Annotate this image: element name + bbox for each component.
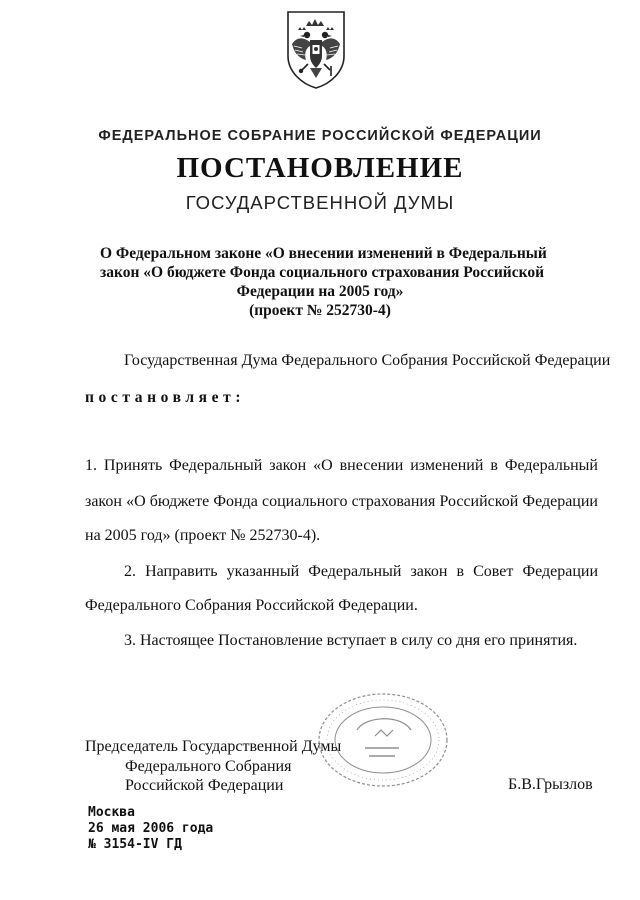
assembly-heading: ФЕДЕРАЛЬНОЕ СОБРАНИЕ РОССИЙСКОЙ ФЕДЕРАЦИИ [98, 128, 542, 144]
body-paragraph-line: закон «О бюджете Фонда социального страхования Российской Федерации [85, 493, 598, 510]
document-subject [100, 244, 547, 320]
signatory-title-line: Председатель Государственной Думы [85, 738, 342, 755]
document-type-title: ПОСТАНОВЛЕНИЕ [176, 152, 464, 184]
footer-number: № 3154-IV ГД [88, 837, 182, 852]
footer-city: Москва [88, 805, 135, 820]
issuing-body-heading: ГОСУДАРСТВЕННОЙ ДУМЫ [185, 192, 455, 213]
footer-date: 26 мая 2006 года [88, 821, 214, 836]
signatory-title [85, 737, 341, 796]
body-paragraph-line: Федерального Собрания Российской Федерации. [85, 597, 418, 614]
preamble-text: Государственная Дума Федерального Собрания Российской Федерации [124, 352, 611, 369]
signatory-title-line: Федерального Собрания [125, 757, 292, 775]
document-footer [88, 805, 213, 853]
signatory-name: Б.В.Грызлов [508, 776, 593, 793]
body-paragraph-line: 3. Настоящее Постановление вступает в силу со дня его принятия. [124, 632, 578, 649]
subject-line: (проект № 252730-4) [249, 302, 391, 319]
signatory-title-line: Российской Федерации [125, 777, 284, 794]
subject-line: Федерации на 2005 год» [236, 283, 404, 300]
subject-line: О Федеральном законе «О внесении изменений в Федеральный [100, 245, 547, 262]
body-paragraph-line: на 2005 год» (проект № 252730-4). [85, 527, 321, 544]
subject-line: закон «О бюджете Фонда социального страхования Российской [100, 264, 545, 281]
body-paragraph-line: 2. Направить указанный Федеральный закон в Совет Федерации [124, 563, 598, 580]
resolves-keyword: постановляет: [85, 389, 246, 406]
coat-of-arms-icon [274, 8, 358, 92]
body-paragraph-line: 1. Принять Федеральный закон «О внесении изменений в Федеральный [85, 457, 598, 474]
